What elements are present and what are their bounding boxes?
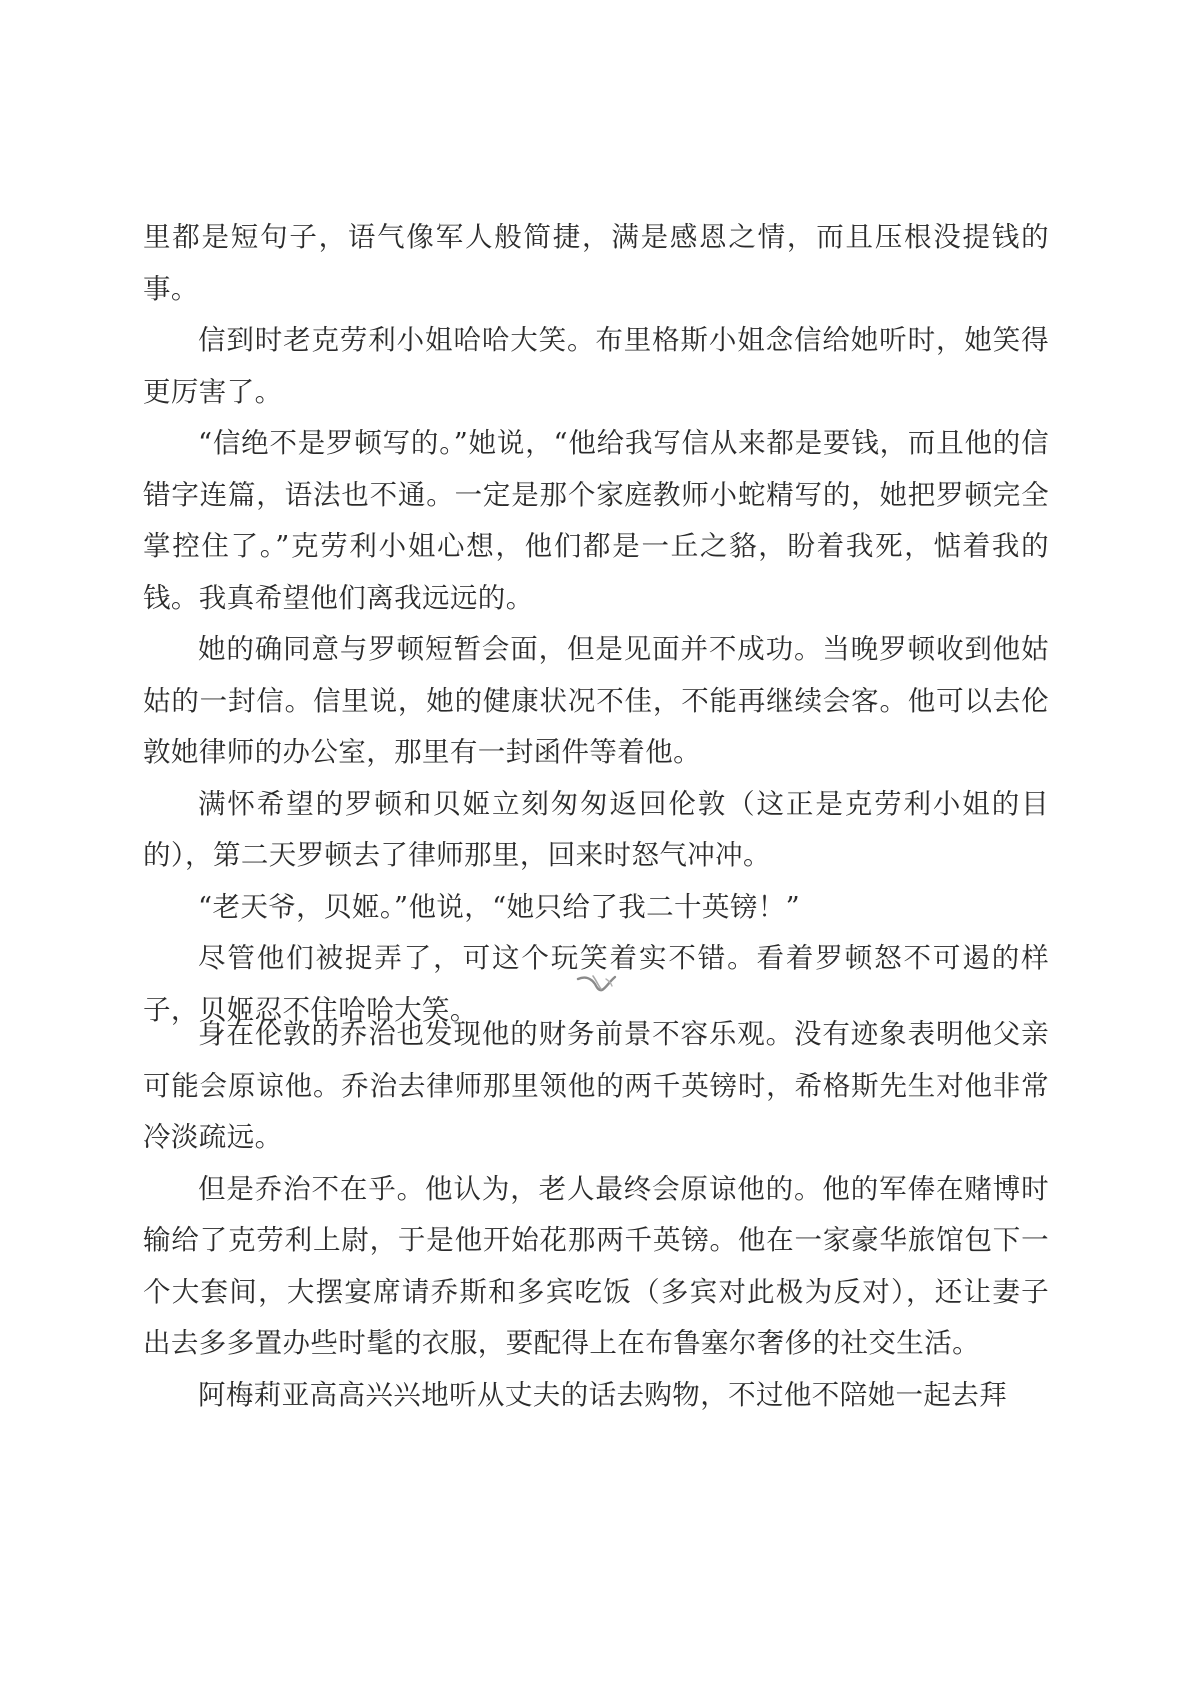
paragraph: 信到时老克劳利小姐哈哈大笑。布里格斯小姐念信给她听时，她笑得更厉害了。 xyxy=(143,324,1049,408)
paragraph-continues: 阿梅莉亚高高兴兴地听从丈夫的话去购物，不过他不陪她一起去拜 xyxy=(198,1378,1008,1411)
paragraph: “老天爷，贝姬。”他说，“她只给了我二十英镑！” xyxy=(198,890,801,923)
section-break-ornament-icon xyxy=(575,970,619,996)
paragraph: 身在伦敦的乔治也发现他的财务前景不容乐观。没有迹象表明他父亲可能会原谅他。乔治去律师那里领他的两千英镑时，希格斯先生对他非常冷淡疏远。 xyxy=(143,1018,1049,1153)
paragraph: 但是乔治不在乎。他认为，老人最终会原谅他的。他的军俸在赌博时输给了克劳利上尉，于是他开始花那两千英镑。他在一家豪华旅馆包下一个大套间，大摆宴席请乔斯和多宾吃饭（多宾对此极为反对），还让妻子出去多多置办些时髦的衣服，要配得上在布鲁塞尔奢侈的社交生活。 xyxy=(143,1172,1049,1359)
paragraph: 满怀希望的罗顿和贝姬立刻匆匆返回伦敦（这正是克劳利小姐的目的），第二天罗顿去了律师那里，回来时怒气冲冲。 xyxy=(143,787,1049,871)
paragraph: 她的确同意与罗顿短暂会面，但是见面并不成功。当晚罗顿收到他姑姑的一封信。信里说，她的健康状况不佳，不能再继续会客。他可以去伦敦她律师的办公室，那里有一封函件等着他。 xyxy=(143,633,1049,768)
paragraph: 尽管他们被捉弄了，可这个玩笑着实不错。看着罗顿怒不可遏的样子，贝姬忍不住哈哈大笑。 xyxy=(143,942,1049,1026)
text-block-bottom xyxy=(143,1009,1049,1421)
paragraph-continuation: 里都是短句子，语气像军人般简捷，满是感恩之情，而且压根没提钱的事。 xyxy=(143,221,1049,305)
paragraph: “信绝不是罗顿写的。”她说，“他给我写信从来都是要钱，而且他的信错字连篇，语法也不通。一定是那个家庭教师小蛇精写的，她把罗顿完全掌控住了。”克劳利小姐心想，他们都是一丘之貉，盼着我死，惦着我的钱。我真希望他们离我远远的。 xyxy=(143,427,1049,614)
text-block-top xyxy=(143,212,1049,1036)
